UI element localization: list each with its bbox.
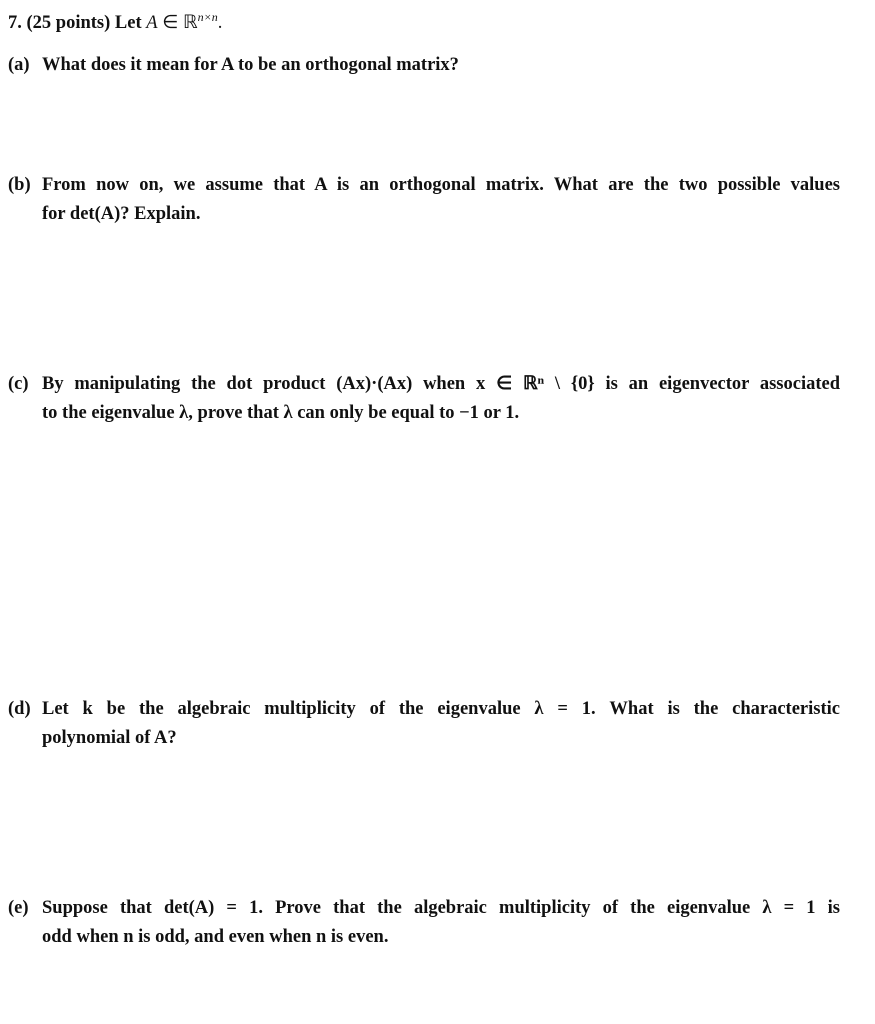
- part-text-line1: Let k be the algebraic multiplicity of the eigenvalue λ = 1. What is the characteristic: [42, 699, 840, 719]
- question-header: 7. (25 points) Let A ∈ ℝ$^{n\times n}$.: [8, 10, 223, 33]
- part-text-line1: Suppose that det(A) = 1. Prove that the algebraic multiplicity of the eigenvalue λ = 1 is: [42, 898, 840, 918]
- part-label: (b): [8, 175, 31, 195]
- part-label: (e): [8, 898, 29, 918]
- part-d: [8, 698, 840, 749]
- part-text-line2: polynomial of A?: [42, 728, 177, 748]
- part-text-line1: By manipulating the dot product (Ax)·(Ax) when x ∈ ℝⁿ \ {0} is an eigenvector associated: [42, 374, 840, 394]
- part-text-line2: odd when n is odd, and even when n is even.: [42, 927, 389, 947]
- part-label: (a): [8, 55, 30, 75]
- part-text-line1: From now on, we assume that A is an orthogonal matrix. What are the two possible values: [42, 175, 840, 195]
- part-label: (d): [8, 699, 31, 719]
- matrix-variable: A: [146, 13, 158, 33]
- part-c: [8, 373, 840, 424]
- part-label: (c): [8, 374, 29, 394]
- part-b: [8, 174, 840, 225]
- part-text-line2: for det(A)? Explain.: [42, 204, 201, 224]
- part-text-line1: What does it mean for A to be an orthogonal matrix?: [42, 55, 459, 75]
- part-e: [8, 897, 840, 948]
- question-points: (25 points): [26, 13, 111, 33]
- question-intro: Let: [114, 13, 142, 33]
- reals-symbol: ℝ: [182, 13, 198, 33]
- matrix-dimensions: n×n: [197, 10, 218, 24]
- part-text-line2: to the eigenvalue λ, prove that λ can only be equal to −1 or 1.: [42, 403, 520, 423]
- question-number: 7.: [8, 13, 22, 33]
- element-of-symbol: ∈: [162, 13, 179, 33]
- part-a: [8, 54, 840, 76]
